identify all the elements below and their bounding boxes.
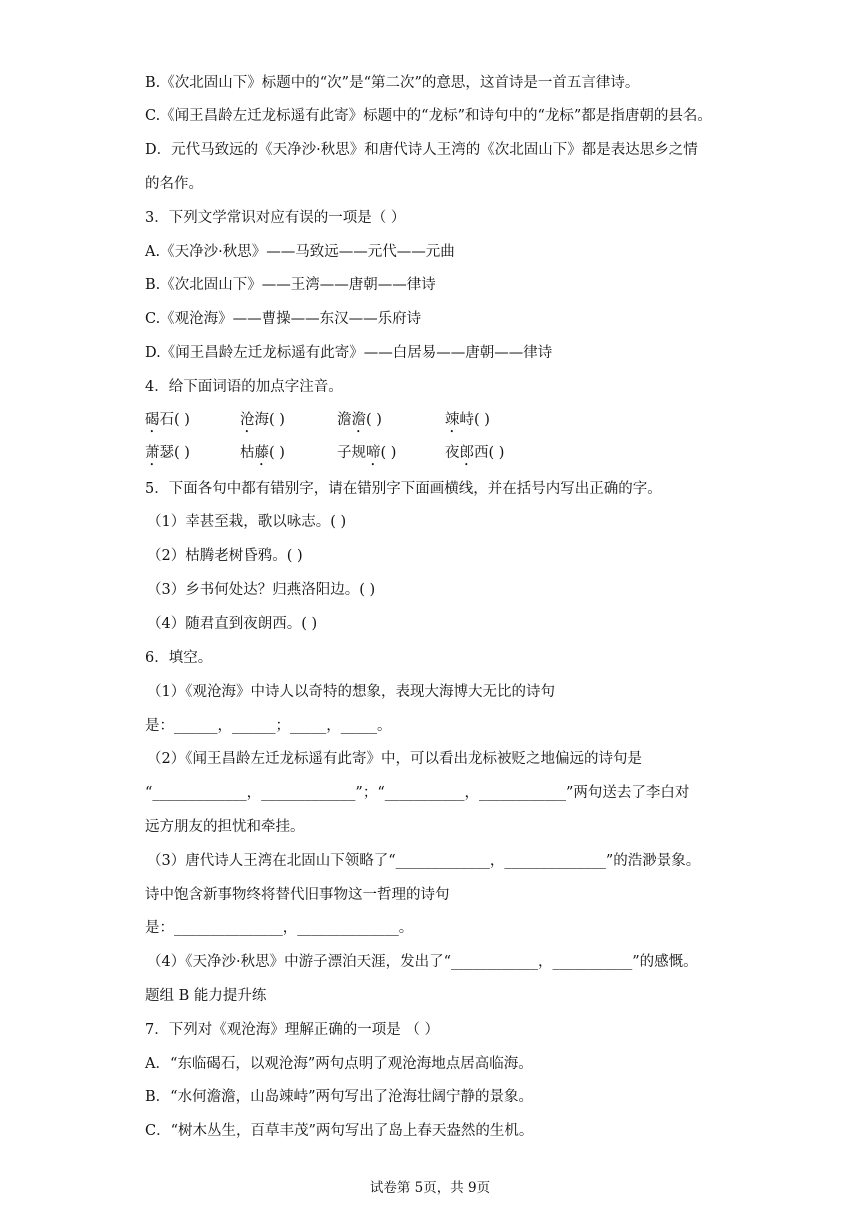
q3-stem: 3．下列文学常识对应有误的一项是（ ）	[145, 210, 406, 226]
q6-item-3-cont: 诗中饱含新事物终将替代旧事物这一哲理的诗句	[145, 887, 450, 903]
q4-item-7: 子规啼( )	[337, 445, 397, 461]
q6-item-2-blanks: “_____________，_____________”；“___________，____________”两句送去了李白对	[145, 785, 690, 801]
q3-option-a: A.《天净沙·秋思》——马致远——元代——元曲	[145, 244, 455, 260]
q6-item-2-cont: 远方朋友的担忧和牵挂。	[145, 819, 305, 835]
q2-option-b: B.《次北固山下》标题中的“次”是“第二次”的意思，这首诗是一首五言律诗。	[145, 75, 640, 91]
q4-item-1: 碣石( )	[145, 412, 190, 428]
q7-option-b: B．“水何澹澹，山岛竦峙”两句写出了沧海壮阔宁静的景象。	[145, 1089, 533, 1105]
q3-option-b: B.《次北固山下》——王湾——唐朝——律诗	[145, 277, 436, 293]
q4-item-4: 竦峙( )	[445, 412, 490, 428]
q7-option-c: C．“树木丛生，百草丰茂”两句写出了岛上春天盎然的生机。	[145, 1123, 534, 1139]
q2-option-d-cont: 的名作。	[145, 176, 203, 192]
q6-item-2: （2）《闻王昌龄左迁龙标遥有此寄》中，可以看出龙标被贬之地偏远的诗句是	[147, 751, 642, 767]
q5-stem: 5．下面各句中都有错别字，请在错别字下面画横线，并在括号内写出正确的字。	[145, 481, 662, 497]
q2-option-d: D．元代马致远的《天净沙·秋思》和唐代诗人王湾的《次北固山下》都是表达思乡之情	[145, 142, 698, 158]
q3-option-d: D.《闻王昌龄左迁龙标遥有此寄》——白居易——唐朝——律诗	[145, 345, 553, 361]
q6-item-3-blanks: 是：_______________，______________。	[145, 920, 414, 936]
q6-item-1: （1）《观沧海》中诗人以奇特的想象，表现大海博大无比的诗句	[147, 684, 555, 700]
q7-option-a: A．“东临碣石，以观沧海”两句点明了观沧海地点居高临海。	[145, 1056, 533, 1072]
page-footer: 试卷第 5页，共 9页	[369, 1180, 491, 1196]
q6-stem: 6．填空。	[145, 650, 213, 666]
q5-item-3: （3）乡书何处达？归燕洛阳边。( )	[147, 582, 376, 598]
q3-option-c: C.《观沧海》——曹操——东汉——乐府诗	[145, 311, 422, 327]
q7-stem: 7．下列对《观沧海》理解正确的一项是 （ ）	[145, 1022, 439, 1038]
q4-item-5: 萧瑟( )	[145, 445, 190, 461]
q4-item-6: 枯藤( )	[240, 445, 285, 461]
q5-item-1: （1）幸甚至栽，歌以咏志。( )	[147, 514, 347, 530]
group-b-heading: 题组 B 能力提升练	[145, 988, 267, 1004]
q4-stem: 4．给下面词语的加点字注音。	[145, 379, 343, 395]
q5-item-4: （4）随君直到夜朗西。( )	[147, 616, 318, 632]
q2-option-c: C.《闻王昌龄左迁龙标遥有此寄》标题中的“龙标”和诗句中的“龙标”都是指唐朝的县名。	[145, 108, 712, 124]
q6-item-1-blanks: 是：______，______；_____，_____。	[145, 718, 392, 734]
q4-item-2: 沧海( )	[240, 412, 285, 428]
q6-item-3: （3）唐代诗人王湾在北固山下领略了“_____________，______________”的浩渺景象。	[147, 853, 701, 869]
q4-item-8: 夜郎西( )	[445, 445, 505, 461]
q6-item-4: （4）《天净沙·秋思》中游子漂泊天涯，发出了“____________，___________”的感慨。	[147, 954, 698, 970]
q4-item-3: 澹澹( )	[337, 412, 382, 428]
q5-item-2: （2）枯腾老树昏鸦。( )	[147, 548, 303, 564]
